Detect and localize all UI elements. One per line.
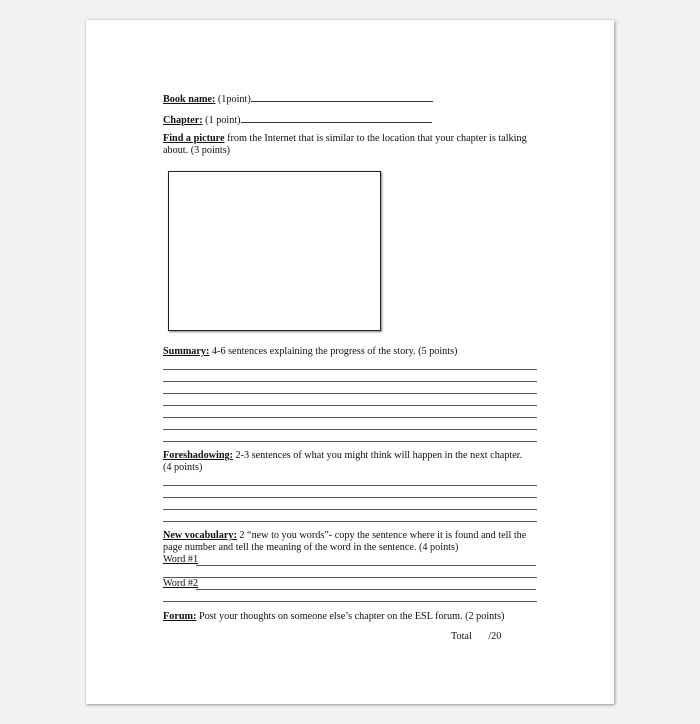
total-label: Total — [451, 631, 472, 642]
chapter-label: Chapter: — [163, 115, 203, 126]
word1-line[interactable] — [196, 565, 536, 566]
summary-line[interactable] — [163, 441, 537, 442]
vocabulary-text1: 2 “new to you words”- copy the sentence where it is found and tell the — [239, 530, 527, 541]
summary-line[interactable] — [163, 381, 537, 382]
word2-line[interactable] — [196, 589, 536, 590]
find-picture-text1: from the Internet that is similar to the location that your chapter is talking — [227, 133, 527, 144]
vocabulary-line2: page number and tell the meaning of the word in the sentence. (4 points) — [163, 542, 459, 553]
book-name-label: Book name: — [163, 94, 216, 105]
foreshadowing-line[interactable] — [163, 521, 537, 522]
foreshadowing-line2: (4 points) — [163, 462, 203, 473]
foreshadowing-line1 — [163, 450, 522, 462]
foreshadowing-line[interactable] — [163, 485, 537, 486]
total-row — [451, 631, 501, 643]
summary-text: 4-6 sentences explaining the progress of the story. (5 points) — [211, 346, 458, 357]
find-picture-line1 — [163, 133, 527, 145]
foreshadowing-label: Foreshadowing: — [163, 450, 233, 461]
chapter-blank[interactable] — [241, 113, 432, 123]
word1-line[interactable] — [163, 577, 537, 578]
foreshadowing-text1: 2-3 sentences of what you might think will happen in the next chapter. — [235, 450, 523, 461]
summary-line[interactable] — [163, 369, 537, 370]
vocabulary-label: New vocabulary: — [163, 530, 237, 541]
picture-box[interactable] — [168, 171, 381, 331]
book-name-blank[interactable] — [251, 92, 433, 102]
forum-label: Forum: — [163, 611, 197, 622]
word2-line[interactable] — [163, 601, 537, 602]
summary-label: Summary: — [163, 346, 210, 357]
chapter-points: (1 point) — [205, 115, 241, 126]
find-picture-label: Find a picture — [163, 133, 225, 144]
summary-line[interactable] — [163, 429, 537, 430]
summary-row — [163, 346, 457, 358]
book-name-points: (1point) — [217, 94, 251, 105]
forum-row — [163, 611, 504, 623]
summary-line[interactable] — [163, 393, 537, 394]
foreshadowing-line[interactable] — [163, 509, 537, 510]
chapter-row — [163, 113, 432, 127]
total-score: /20 — [488, 631, 502, 642]
book-name-row — [163, 92, 433, 106]
forum-text: Post your thoughts on someone else’s chapter on the ESL forum. (2 points) — [198, 611, 505, 622]
find-picture-line2: about. (3 points) — [163, 145, 231, 156]
summary-line[interactable] — [163, 405, 537, 406]
word2-label: Word #2 — [163, 578, 199, 589]
vocabulary-line1 — [163, 530, 526, 542]
summary-line[interactable] — [163, 417, 537, 418]
worksheet-page — [86, 20, 614, 704]
word1-label: Word #1 — [163, 554, 199, 565]
foreshadowing-line[interactable] — [163, 497, 537, 498]
